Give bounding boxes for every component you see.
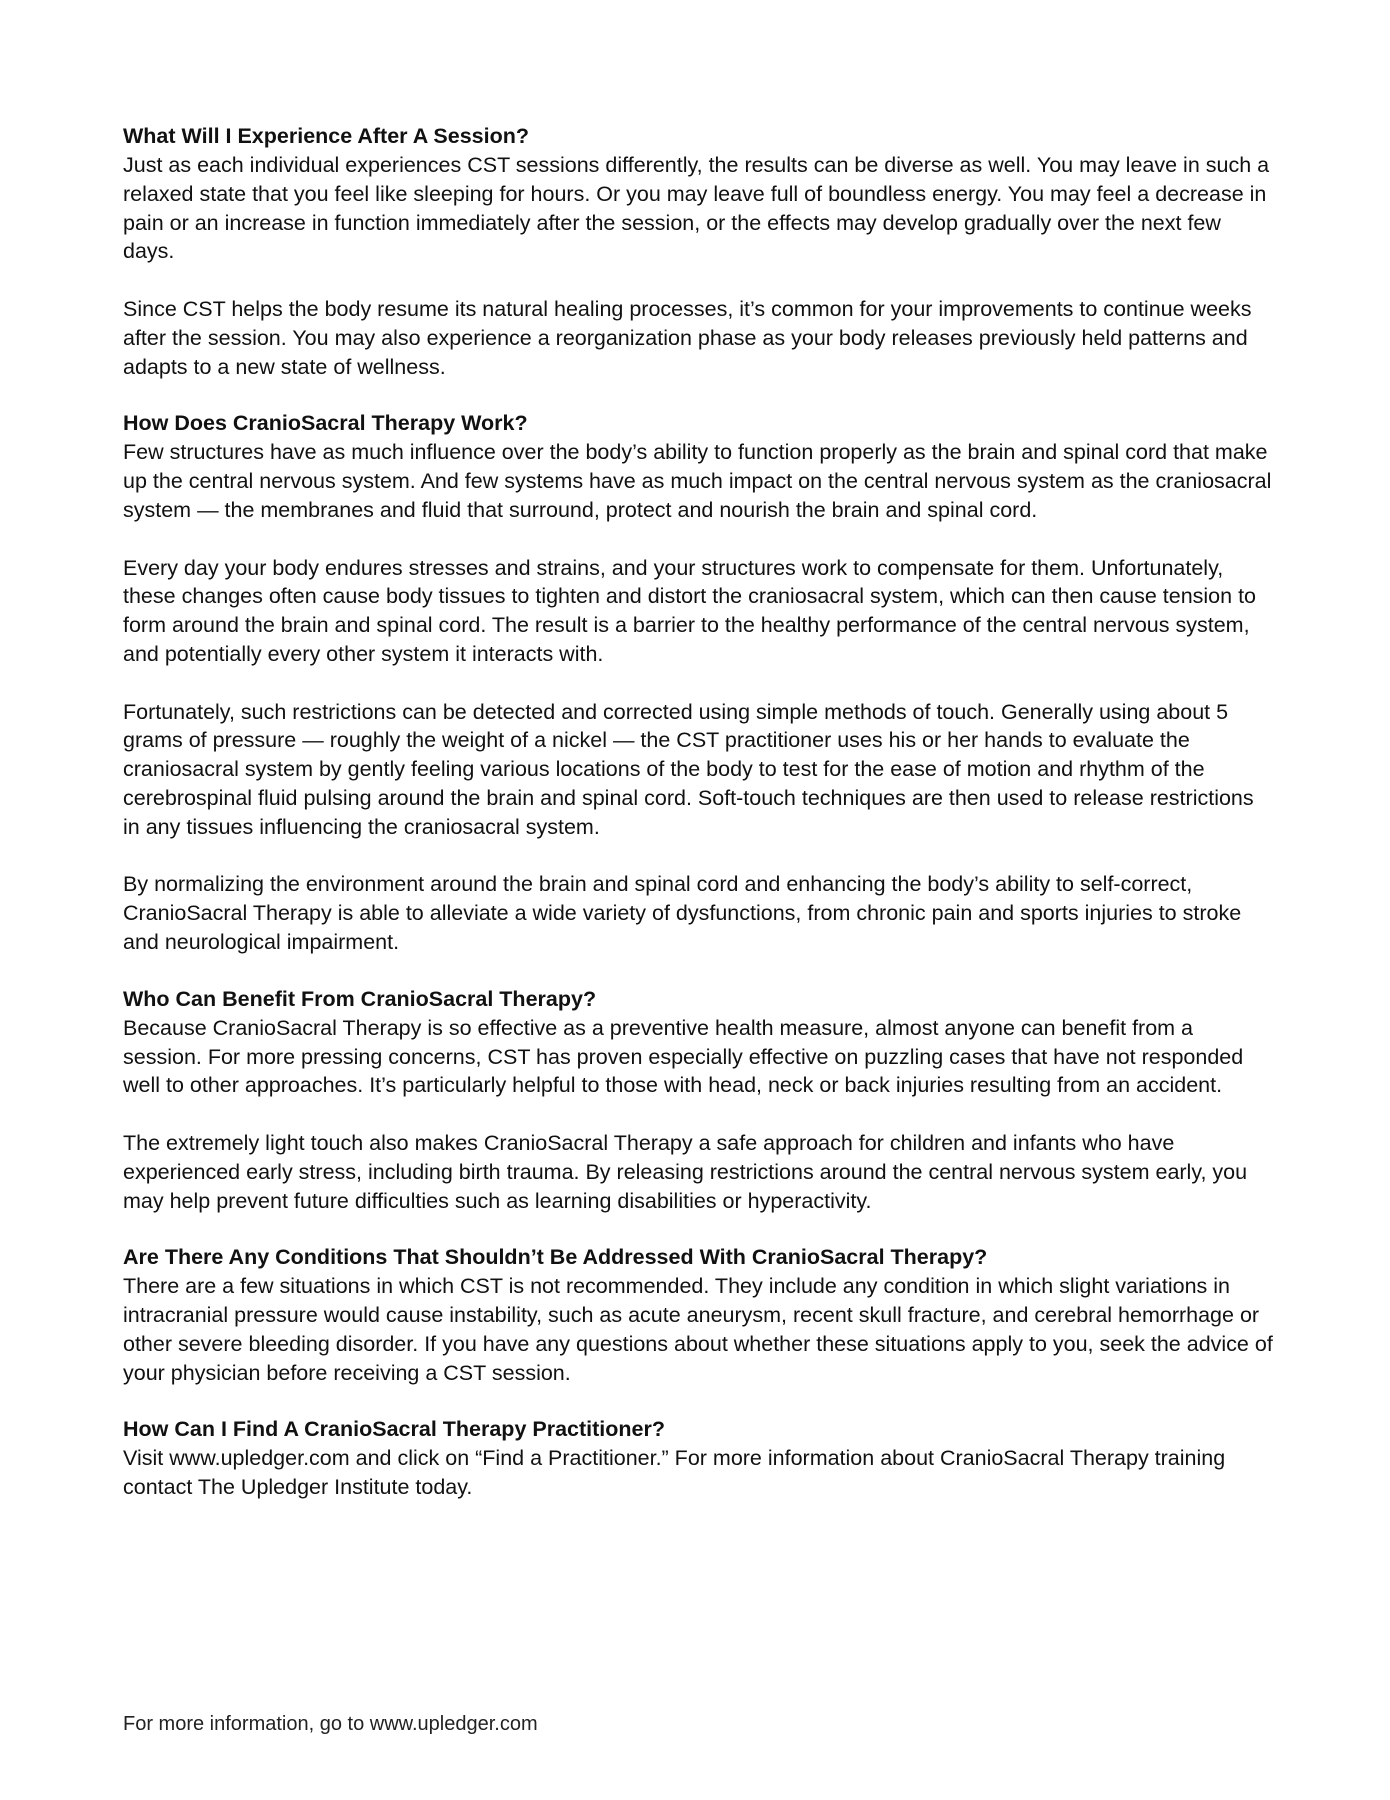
document-body [123,122,1273,1530]
paragraph: Visit www.upledger.com and click on “Find a Practitioner.” For more information about CranioSacral Therapy training contact The Upledger Institute today. [123,1446,1226,1500]
section-contraindications [123,1243,1273,1387]
section-heading: How Does CranioSacral Therapy Work? [123,411,528,436]
section-heading: What Will I Experience After A Session? [123,124,530,148]
paragraph: There are a few situations in which CST is not recommended. They include any condition in which slight variations in intracranial pressure would cause instability, such as acute aneurysm, recent skull fracture, and cerebral hemorrhage or other severe bleeding disorder. If you have any questions about whether these situations apply to you, seek the advice of your physician before receiving a CST session. [123,1274,1273,1385]
section-heading: How Can I Find A CranioSacral Therapy Practitioner? [123,1417,665,1442]
section-heading: Who Can Benefit From CranioSacral Therapy? [123,986,597,1011]
paragraph: Since CST helps the body resume its natural healing processes, it’s common for your improvements to continue weeks after the session. You may also experience a reorganization phase as your body releases previously held patterns and adapts to a new state of wellness. [123,296,1252,379]
paragraph: Few structures have as much influence over the body’s ability to function properly as the brain and spinal cord that make up the central nervous system. And few systems have as much impact on the central nervous system as the craniosacral system — the membranes and fluid that surround, protect and nourish the brain and spinal cord. [123,440,1272,522]
page-footer: For more information, go to www.upledger.com [123,1713,538,1735]
paragraph: Just as each individual experiences CST sessions differently, the results can be diverse as well. You may leave in such a relaxed state that you feel like sleeping for hours. Or you may leave full of boundless energy. You may feel a decrease in pain or an increase in function immediately after the session, or the effects may develop gradually over the next few days. [123,153,1270,264]
section-who-can-benefit [123,985,1273,1216]
paragraph: Fortunately, such restrictions can be detected and corrected using simple methods of touch. Generally using about 5 grams of pressure — roughly the weight of a nickel — the CST practitioner uses his or her hands to evaluate the craniosacral system by gently feeling various locations of the body to test for the ease of motion and rhythm of the cerebrospinal fluid pulsing around the brain and spinal cord. Soft-touch techniques are then used to release restrictions in any tissues influencing the craniosacral system. [123,699,1254,839]
paragraph: The extremely light touch also makes CranioSacral Therapy a safe approach for children and infants who have experienced early stress, including birth trauma. By releasing restrictions around the central nervous system early, you may help prevent future difficulties such as learning disabilities or hyperactivity. [123,1130,1248,1213]
section-after-session [123,122,1273,381]
section-find-practitioner [123,1415,1273,1502]
section-how-it-works [123,409,1273,956]
paragraph: Every day your body endures stresses and strains, and your structures work to compensate for them. Unfortunately, these changes often cause body tissues to tighten and distort the craniosacral system, which can then cause tension to form around the brain and spinal cord. The result is a barrier to the healthy performance of the central nervous system, and potentially every other system it interacts with. [123,555,1257,666]
paragraph: By normalizing the environment around the brain and spinal cord and enhancing the body’s ability to self-correct, CranioSacral Therapy is able to alleviate a wide variety of dysfunctions, from chronic pain and sports injuries to stroke and neurological impairment. [123,872,1242,954]
paragraph: Because CranioSacral Therapy is so effective as a preventive health measure, almost anyone can benefit from a session. For more pressing concerns, CST has proven especially effective on puzzling cases that have not responded well to other approaches. It’s particularly helpful to those with head, neck or back injuries resulting from an accident. [123,1015,1244,1098]
section-heading: Are There Any Conditions That Shouldn’t Be Addressed With CranioSacral Therapy? [123,1245,988,1270]
